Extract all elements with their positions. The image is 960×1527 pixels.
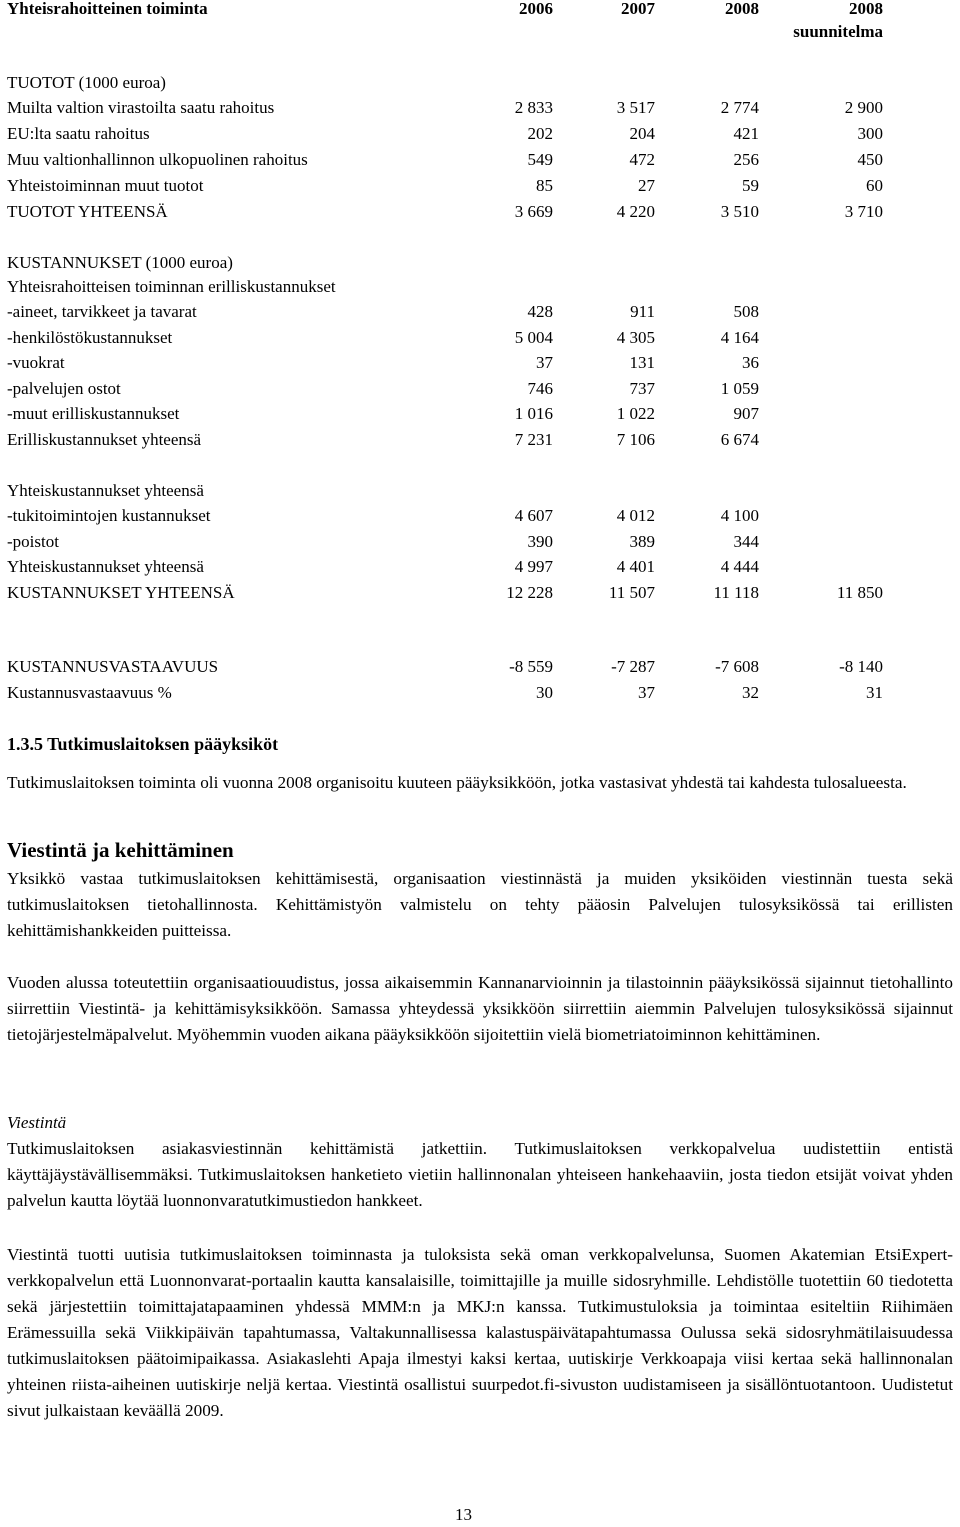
subsection-heading: Viestintä ja kehittäminen: [7, 838, 234, 862]
value-2006: 5 004: [514, 327, 553, 347]
value-2008-plan: 11 850: [836, 582, 883, 602]
value-2008-plan: 2 900: [844, 98, 883, 117]
cost-subheading: Yhteisrahoitteisen toiminnan erilliskustannukset: [7, 277, 336, 296]
row-label: Yhteiskustannukset yhteensä: [7, 557, 204, 576]
value-2008-plan: 300: [857, 124, 883, 143]
paragraph-2: Vuoden alussa toteutettiin organisaatiouudistus, jossa aikaisemmin Kannanarvioinnin ja tilastoinnin pääyksikössä sijainnut tietohallinto siirrettiin Viestintä- ja kehittämisyksikköön. Samassa yhteydessä yksikköön siirrettiin aiemmin Palvelujen tulosyksikössä sijainnut tietojärjestelmäpalvelut. Myöhemmin vuoden aikana pääyksikköön sijoitettiin vielä biometriatoiminnon kehittäminen.: [7, 973, 953, 1044]
value-2006: 390: [527, 531, 553, 551]
value-2006: 3 669: [514, 202, 553, 221]
value-2008-plan: 60: [866, 176, 883, 195]
row-label: KUSTANNUSVASTAAVUUS: [7, 657, 219, 676]
value-2006: 4 607: [514, 506, 553, 525]
year-header: 2008: [849, 0, 883, 18]
year-header: 2008: [725, 0, 759, 18]
value-2006: 1 016: [514, 404, 553, 423]
value-2008: 11 118: [713, 582, 759, 602]
table-row: [7, 121, 887, 147]
table-row: [7, 173, 887, 199]
value-2008: 3 510: [720, 202, 759, 221]
table-row: [7, 680, 887, 706]
row-label: EU:lta saatu rahoitus: [7, 124, 150, 143]
table-row: [7, 554, 887, 580]
value-2007: 204: [629, 124, 655, 143]
value-2006: -8 559: [509, 657, 553, 676]
table-row: [7, 299, 887, 325]
table-row: [7, 350, 887, 376]
page-number: 13: [455, 1505, 472, 1524]
value-2007: 4 305: [616, 327, 655, 347]
value-2006: 85: [536, 176, 553, 195]
value-2006: 12 228: [506, 582, 553, 602]
value-2008: 4 444: [720, 557, 759, 576]
value-2006: 2 833: [514, 98, 553, 117]
row-label: TUOTOT YHTEENSÄ: [7, 202, 168, 221]
year-header: 2006: [519, 0, 553, 18]
value-2007: 472: [629, 150, 655, 169]
table-row: [7, 325, 887, 351]
value-2008: 59: [742, 176, 759, 195]
table-row: [7, 199, 887, 225]
value-2008: 421: [733, 124, 759, 143]
table-header-row: [7, 0, 887, 22]
row-label: Yhteistoiminnan muut tuotot: [7, 176, 204, 195]
section-heading: 1.3.5 Tutkimuslaitoksen pääyksiköt: [7, 734, 279, 754]
value-2006: 202: [527, 124, 553, 143]
value-2008: 1 059: [720, 378, 759, 398]
table-row: [7, 376, 887, 402]
paragraph-3: Tutkimuslaitoksen asiakasviestinnän kehittämistä jatkettiin. Tutkimuslaitoksen verkkopalvelua uudistettiin entistä käyttäjäystävällisemmäksi. Tutkimuslaitoksen hanketieto vietiin hallinnonalan yhteiseen hankehaaviin, josta tiedon etsijät voivat yhden palvelun kautta löytää luonnonvaratutkimustiedon hankkeet.: [7, 1139, 953, 1210]
value-2007: 11 507: [608, 582, 655, 602]
value-2006: 428: [527, 302, 553, 321]
year-header: 2007: [621, 0, 655, 18]
table-row: [7, 503, 887, 529]
value-2008: 4 164: [720, 327, 759, 347]
row-label: -poistot: [7, 531, 59, 551]
value-2008: 508: [733, 302, 759, 321]
value-2006: 549: [527, 150, 553, 169]
row-label: -vuokrat: [7, 353, 65, 372]
table-row: [7, 427, 887, 453]
section-intro: Tutkimuslaitoksen toiminta oli vuonna 2008 organisoitu kuuteen pääyksikköön, jotka vastasivat yhdestä tai kahdesta tulosalueesta.: [7, 773, 907, 792]
value-2007: 27: [638, 176, 655, 195]
value-2008: 907: [733, 404, 759, 423]
row-label: -palvelujen ostot: [7, 378, 121, 398]
value-2007: 4 012: [616, 506, 655, 525]
row-label: Kustannusvastaavuus %: [7, 683, 172, 702]
value-2006: 746: [527, 378, 553, 398]
value-2006: 37: [536, 353, 553, 372]
row-label: -muut erilliskustannukset: [7, 404, 180, 423]
value-2008: 4 100: [720, 506, 759, 525]
value-2006: 30: [536, 683, 553, 702]
table-row: [7, 580, 887, 606]
value-2007: 389: [629, 531, 655, 551]
value-2008: -7 608: [715, 657, 759, 676]
row-label: -aineet, tarvikkeet ja tavarat: [7, 302, 197, 321]
value-2007: 37: [638, 683, 655, 702]
table-row: [7, 529, 887, 555]
row-label: Muilta valtion virastoilta saatu rahoitus: [7, 98, 275, 117]
value-2007: 131: [629, 353, 655, 372]
value-2006: 4 997: [514, 557, 553, 576]
value-2007: 737: [629, 378, 655, 398]
paragraph-4: Viestintä tuotti uutisia tutkimuslaitoksen toiminnasta ja tuloksista sekä oman verkkopalvelunsa, Suomen Akatemian EtsiExpert-verkkopalvelun että Luonnonvarat-portaalin kautta kansalaisille, toimittajille ja muille sidosryhmille. Lehdistölle tuotettiin 60 tiedotetta sekä järjestettiin toimittajatapaaminen yhdessä MMM:n ja MKJ:n kanssa. Tutkimustuloksia ja toimintaa esiteltiin Riihimäen Erämessuilla sekä Viikkipäivän tapahtumassa, Valtakunnallisessa kalastuspäivätapahtumassa Oulussa sekä sidosryhmätilaisuudessa tutkimuslaitoksen päätoimipaikassa. Asiakaslehti Apaja ilmestyi kaksi kertaa, uutiskirje Verkkoapaja viisi kertaa sekä hallinnonalan yhteinen riista-aiheinen uutiskirje neljä kertaa. Viestintä osallistui suurpedot.fi-sivuston uudistamiseen ja sisällöntuotantoon. Uudistetut sivut julkaistaan keväällä 2009.: [7, 1245, 953, 1420]
value-2008: 344: [733, 531, 759, 551]
row-label: -tukitoimintojen kustannukset: [7, 506, 211, 525]
value-2007: 911: [630, 302, 655, 321]
value-2008: 36: [742, 353, 759, 372]
value-2007: -7 287: [611, 657, 655, 676]
value-2008: 6 674: [720, 429, 759, 449]
table-row: [7, 147, 887, 173]
row-label: Muu valtionhallinnon ulkopuolinen rahoitus: [7, 150, 308, 169]
value-2008-plan: 3 710: [844, 202, 883, 221]
value-2008-plan: -8 140: [839, 657, 883, 676]
row-label: Erilliskustannukset yhteensä: [7, 429, 202, 449]
value-2007: 4 401: [616, 557, 655, 576]
table-row: [7, 95, 887, 121]
value-2007: 7 106: [616, 429, 655, 449]
value-2008-plan: 31: [866, 683, 883, 702]
paragraph-1: Yksikkö vastaa tutkimuslaitoksen kehittämisestä, organisaation viestinnästä ja muiden yksiköiden viestinnän tuesta sekä tutkimuslaitoksen tietohallinnosta. Kehittämistyön valmistelu on tehty pääosin Palvelujen tulosyksikössä tai erillisten kehittämishankkeiden puitteissa.: [7, 869, 953, 940]
italic-heading: Viestintä: [7, 1113, 67, 1132]
value-2007: 4 220: [616, 202, 655, 221]
table-row: [7, 401, 887, 427]
row-label: KUSTANNUKSET YHTEENSÄ: [7, 582, 235, 602]
value-2008: 256: [733, 150, 759, 169]
value-2008: 2 774: [720, 98, 759, 117]
value-2007: 3 517: [616, 98, 655, 117]
value-2006: 7 231: [514, 429, 553, 449]
value-2008-plan: 450: [857, 150, 883, 169]
cost-heading: KUSTANNUKSET (1000 euroa): [7, 253, 233, 272]
value-2007: 1 022: [616, 404, 655, 423]
plan-label: suunnitelma: [793, 22, 883, 41]
row-label: -henkilöstökustannukset: [7, 327, 173, 347]
value-2008: 32: [742, 683, 759, 702]
income-heading: TUOTOT (1000 euroa): [7, 73, 166, 92]
table-row: [7, 654, 887, 680]
table-title: Yhteisrahoitteinen toiminta: [7, 0, 208, 18]
common-heading: Yhteiskustannukset yhteensä: [7, 481, 204, 500]
